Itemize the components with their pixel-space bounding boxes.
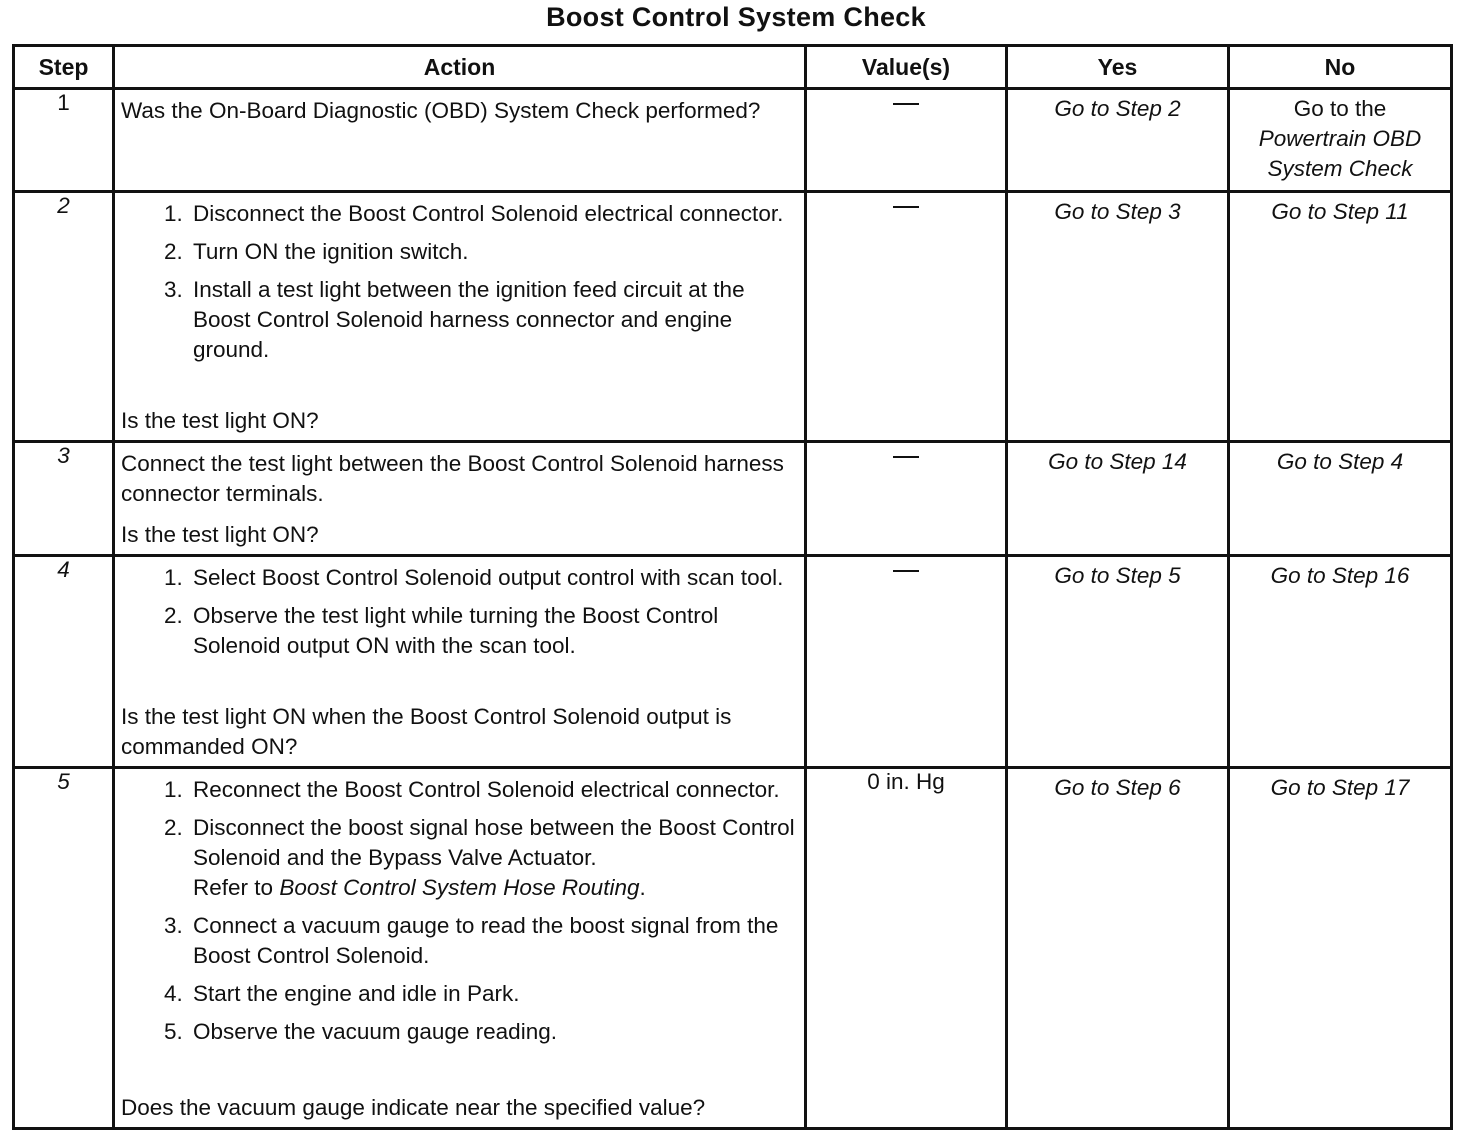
action-cell	[114, 89, 806, 192]
refer-link[interactable]: Boost Control System Hose Routing	[279, 875, 640, 900]
table-row	[14, 192, 1452, 442]
no-cell	[1229, 89, 1452, 192]
value-cell	[806, 442, 1007, 556]
header-action: Action	[114, 46, 806, 89]
step-number: 3	[14, 442, 114, 556]
action-step: 1. Reconnect the Boost Control Solenoid electrical connector.	[189, 775, 800, 805]
no-link[interactable]	[1230, 90, 1450, 186]
value-cell	[806, 89, 1007, 192]
refer-prefix: Refer to	[193, 875, 274, 900]
action-step: 3. Connect a vacuum gauge to read the boost signal from the Boost Control Solenoid.	[189, 911, 800, 971]
no-link[interactable]: Go to Step 11	[1271, 199, 1409, 224]
action-step: 3. Install a test light between the ignition feed circuit at the Boost Control Solenoid harness connector and engine ground.	[189, 275, 800, 365]
step-number: 1	[14, 89, 114, 192]
action-question: Is the test light ON?	[121, 522, 319, 547]
value-cell	[806, 556, 1007, 768]
header-yes: Yes	[1007, 46, 1229, 89]
action-step: 5. Observe the vacuum gauge reading.	[189, 1017, 800, 1047]
no-link[interactable]: Go to Step 4	[1276, 449, 1404, 474]
step-number: 5	[14, 768, 114, 1129]
table-row	[14, 768, 1452, 1129]
no-cell	[1229, 556, 1452, 768]
yes-link[interactable]: Go to Step 5	[1054, 563, 1181, 588]
no-cell	[1229, 442, 1452, 556]
action-step-text: Disconnect the boost signal hose between the Boost Control Solenoid and the Bypass Valve Actuator.	[193, 815, 795, 870]
table-row	[14, 556, 1452, 768]
action-question: Is the test light ON when the Boost Control Solenoid output is commanded ON?	[121, 704, 732, 759]
action-step: 2. Observe the test light while turning the Boost Control Solenoid output ON with the scan tool.	[189, 601, 800, 661]
table-row	[14, 89, 1452, 192]
action-text: Was the On-Board Diagnostic (OBD) System Check performed?	[121, 98, 761, 123]
action-question: Does the vacuum gauge indicate near the specified value?	[121, 1095, 706, 1120]
value-cell: 0 in. Hg	[806, 768, 1007, 1129]
yes-cell	[1007, 556, 1229, 768]
value-cell	[806, 192, 1007, 442]
action-cell	[114, 192, 806, 442]
step-number: 2	[14, 192, 114, 442]
action-step: 1. Disconnect the Boost Control Solenoid electrical connector.	[189, 199, 800, 229]
dash-mark	[893, 103, 919, 105]
dash-mark	[893, 456, 919, 458]
action-step: 4. Start the engine and idle in Park.	[189, 979, 800, 1009]
diagnostic-table	[12, 44, 1453, 1130]
action-steps	[121, 563, 800, 669]
yes-link[interactable]: Go to Step 2	[1054, 96, 1181, 121]
no-cell	[1229, 192, 1452, 442]
action-cell	[114, 442, 806, 556]
action-cell	[114, 556, 806, 768]
yes-cell	[1007, 442, 1229, 556]
no-link[interactable]: Go to Step 16	[1270, 563, 1410, 588]
dash-mark	[893, 206, 919, 208]
no-target: Powertrain OBD System Check	[1258, 126, 1422, 181]
dash-mark	[893, 570, 919, 572]
action-step	[189, 813, 800, 903]
step-number: 4	[14, 556, 114, 768]
action-cell	[114, 768, 806, 1129]
no-cell	[1229, 768, 1452, 1129]
table-header-row	[14, 46, 1452, 89]
yes-link[interactable]: Go to Step 14	[1048, 449, 1187, 474]
no-prefix: Go to the	[1293, 96, 1387, 121]
yes-cell	[1007, 89, 1229, 192]
action-steps	[121, 775, 800, 1055]
yes-cell	[1007, 192, 1229, 442]
yes-link[interactable]: Go to Step 3	[1054, 199, 1181, 224]
page-title: Boost Control System Check	[546, 2, 926, 32]
table-row	[14, 442, 1452, 556]
yes-cell	[1007, 768, 1229, 1129]
action-text: Connect the test light between the Boost Control Solenoid harness connector terminals.	[121, 451, 784, 506]
no-link[interactable]: Go to Step 17	[1270, 775, 1410, 800]
action-steps	[121, 199, 800, 373]
header-step: Step	[14, 46, 114, 89]
action-step: 2. Turn ON the ignition switch.	[189, 237, 800, 267]
action-step: 1. Select Boost Control Solenoid output control with scan tool.	[189, 563, 800, 593]
header-no: No	[1229, 46, 1452, 89]
yes-link[interactable]: Go to Step 6	[1054, 775, 1181, 800]
header-values: Value(s)	[806, 46, 1007, 89]
action-question: Is the test light ON?	[121, 408, 319, 433]
refer-suffix: .	[639, 875, 646, 900]
